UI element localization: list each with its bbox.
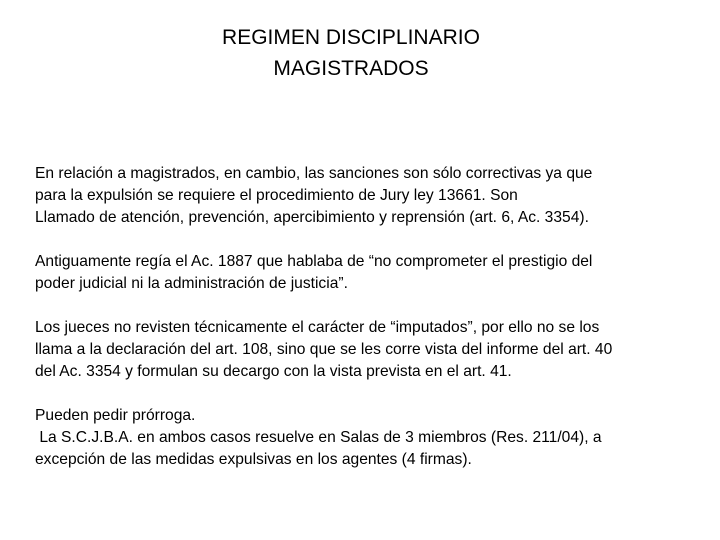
text-line: Pueden pedir prórroga. — [35, 407, 196, 424]
paragraph-antiguamente — [35, 251, 710, 295]
paragraph-jueces — [35, 317, 710, 383]
slide-body — [35, 163, 710, 493]
paragraph-magistrados — [35, 163, 710, 229]
text-line: En relación a magistrados, en cambio, las sanciones son sólo correctivas ya que — [35, 165, 593, 182]
text-line: llama a la declaración del art. 108, sino que se les corre vista del informe del art. 40 — [35, 341, 613, 358]
text-line: Antiguamente regía el Ac. 1887 que hablaba de “no comprometer el prestigio del — [35, 253, 593, 270]
paragraph-prorroga — [35, 405, 710, 471]
slide-title — [0, 22, 720, 84]
text-line: para la expulsión se requiere el procedimiento de Jury ley 13661. Son — [35, 187, 518, 204]
title-line-1: REGIMEN DISCIPLINARIO — [222, 26, 480, 49]
text-line: Los jueces no revisten técnicamente el carácter de “imputados”, por ello no se los — [35, 319, 600, 336]
text-line: excepción de las medidas expulsivas en los agentes (4 firmas). — [35, 451, 472, 468]
text-line: del Ac. 3354 y formulan su decargo con la vista prevista en el art. 41. — [35, 363, 512, 380]
text-line: Llamado de atención, prevención, apercibimiento y reprensión (art. 6, Ac. 3354). — [35, 209, 589, 226]
title-line-2: MAGISTRADOS — [273, 57, 429, 80]
text-line: poder judicial ni la administración de justicia”. — [35, 275, 348, 292]
text-line: La S.C.J.B.A. en ambos casos resuelve en Salas de 3 miembros (Res. 211/04), a — [35, 429, 602, 446]
